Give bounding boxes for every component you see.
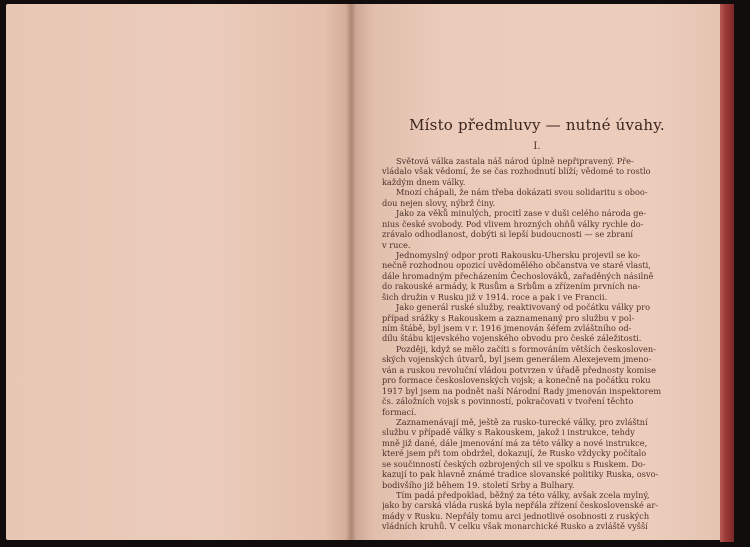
text-line: kazují to pak hlavně známé tradice slovanské politiky Ruska, osvo- (382, 469, 659, 480)
left-page-blank (6, 4, 352, 540)
text-line: zrávalo odhodlanost, dobýti si lepší budoucnosti — se zbraní (382, 229, 634, 240)
text-line: v ruce. (382, 239, 411, 250)
text-line: ských vojenských útvarů, byl jsem generálem Alexejevem jmeno- (382, 354, 652, 365)
text-line: nius české svobody. Pod vlivem hrozných ohňů války rychle do- (382, 218, 644, 229)
text-line: případ srážky s Rakouskem a zaznamenaný pro službu v pol- (382, 312, 635, 323)
text-line: bodivšího již během 19. století Srby a Bulhary. (382, 479, 575, 490)
text-line: formací. (382, 406, 417, 417)
text-line: vládních kruhů. V celku však monarchické Rusko a zvláště vyšší (382, 521, 648, 532)
text-line: jako by carská vláda ruská byla nepřála zřízení československé ar- (382, 500, 659, 511)
text-line: vládalo však vědomí, že se čas rozhodnutí blíží; vědomé to rostlo (382, 166, 651, 177)
text-line: Světová válka zastala náš národ úplně nepřipravený. Pře- (396, 156, 634, 166)
text-line: čs. záložních vojsk s povinností, pokračovati v tvoření těchto (382, 396, 634, 407)
text-line: Zaznamenávají mě, ještě za rusko-turecké války, pro zvláštní (396, 416, 648, 427)
text-line: Jednomyslný odpor proti Rakousku-Uhersku projevil se ko- (396, 249, 641, 260)
text-line: Později, když se mělo začíti s formováním větších českosloven- (396, 343, 656, 354)
text-line: ván a ruskou revoluční vládou potvrzen v úřadě přednosty komise (382, 364, 656, 375)
page-heading: Místo předmluvy — nutné úvahy. (409, 116, 665, 134)
text-line: Jako generál ruské služby, reaktivovaný od počátku války pro (396, 302, 651, 313)
text-line: mády v Rusku. Nepřály tomu arci jednotlivé osobnosti z ruských (382, 510, 650, 521)
text-line: mně již dané, dále jmenování má za této války a nové instrukce, (382, 437, 648, 448)
text-line: které jsem při tom obdržel, dokazují, že Rusko vždycky počítalo (382, 448, 647, 459)
text-line: Tím padá předpoklad, běžný za této války, avšak zcela mylný, (396, 490, 650, 500)
text-line: Jako za věků minulých, procitl zase v duši celého národa ge- (396, 208, 647, 219)
text-line: šich družin v Rusku již v 1914. roce a pak i ve Francii. (382, 291, 608, 302)
text-line: dou nejen slovy, nýbrž činy. (382, 197, 496, 208)
red-cover-edge (720, 4, 734, 542)
text-line: dále hromadným přecházením Čechoslováků, zařaděných násilně (382, 270, 654, 281)
book-gutter (346, 4, 356, 540)
text-line: nečně rozhodnou opozicí uvědomělého občanstva ve staré vlasti, (382, 260, 651, 271)
text-line: se součinností českých ozbrojených sil ve spolku s Ruskem. Do- (382, 458, 646, 469)
text-line: ním štábě, byl jsem v r. 1916 jmenován šéfem zvláštního od- (382, 323, 632, 333)
text-line: službu v případě války s Rakouskem, jakož i instrukce, tehdy (382, 427, 635, 438)
section-number: I. (533, 141, 541, 152)
text-line: dílu štábu kijevského vojenského obvodu pro české záležitosti. (382, 333, 642, 344)
text-line: do rakouské armády, k Rusům a Srbům a zřízením prvních na- (382, 281, 641, 292)
text-line: Mnozí chápali, že nám třeba dokázati svou solidaritu s oboo- (396, 187, 648, 198)
text-line: 1917 byl jsem na podnět naší Národní Rady jmenován inspektorem (382, 385, 662, 396)
text-line: pro formace československých vojsk; a konečně na počátku roku (382, 375, 651, 386)
text-line: každým dnem války. (382, 176, 466, 187)
body-text (382, 156, 694, 532)
